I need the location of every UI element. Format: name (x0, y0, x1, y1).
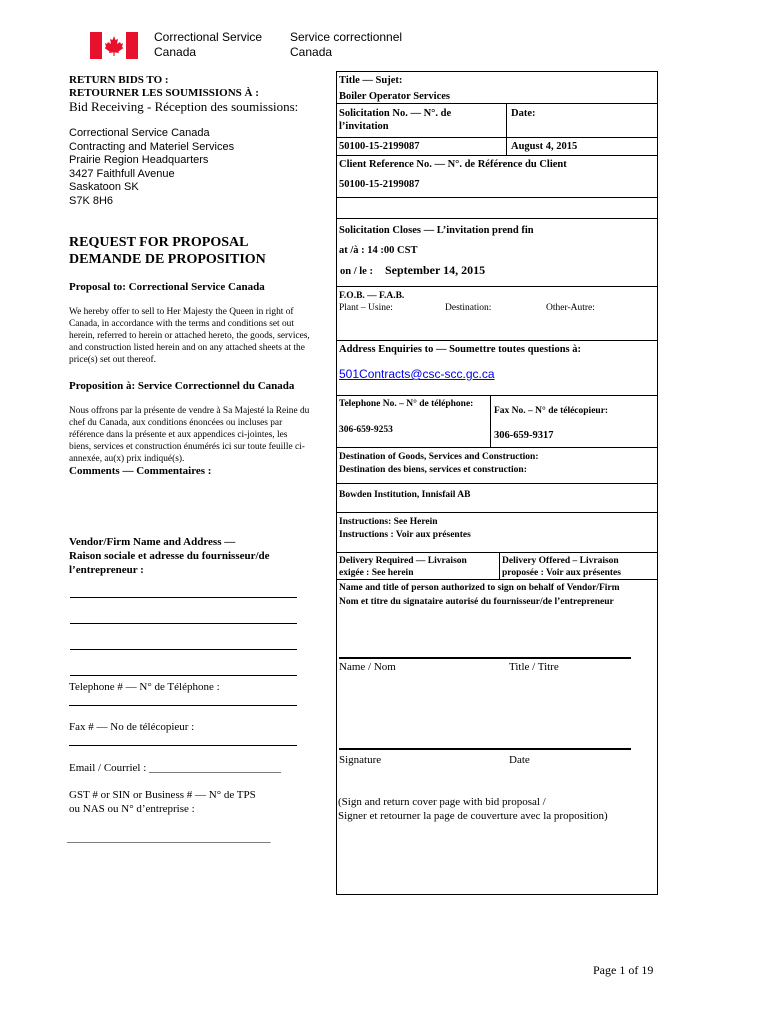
divider (336, 483, 658, 484)
name-title-field[interactable] (339, 657, 631, 659)
destination-value: Bowden Institution, Innisfail AB (339, 490, 471, 500)
divider (499, 552, 500, 579)
solicitation-label-line: Solicitation No. — N°. de (339, 108, 452, 119)
fax-no-label: Fax No. – N° de télécopieur: (494, 406, 609, 416)
department-name-fr (290, 30, 402, 60)
gst-label-line-2: ou NAS ou N° d’entreprise : (69, 803, 195, 815)
divider (336, 447, 658, 448)
divider (336, 137, 658, 138)
date-label-field: Date (509, 754, 530, 766)
department-name-en (154, 30, 262, 60)
proposal-heading-fr: Proposition à: Service Correctionnel du Canada (69, 380, 295, 392)
divider (336, 286, 658, 287)
fax-field[interactable] (69, 745, 297, 746)
client-reference-label: Client Reference No. — N°. de Référence du Client (339, 159, 567, 170)
instructions-line: Instructions : Voir aux présentes (339, 530, 471, 540)
enquiries-label: Address Enquiries to — Soumettre toutes questions à: (339, 344, 582, 355)
proposal-text-en: We hereby offer to sell to Her Majesty the Queen in right of Canada, in accordance with the terms and conditions set out herein, referred to herein or attached hereto, the goods, services, and construction listed herein and on any attached sheets at the price(s) set out thereof. (69, 307, 310, 365)
divider (336, 395, 658, 396)
fob-label: F.O.B. — F.A.B. (339, 291, 405, 301)
telephone-label: Telephone # — N° de Téléphone : (69, 681, 220, 693)
name-label: Name / Nom (339, 661, 396, 673)
gst-label-line-1: GST # or SIN or Business # — N° de TPS (69, 789, 256, 801)
divider (336, 218, 658, 219)
proposal-heading-en: Proposal to: Correctional Service Canada (69, 281, 265, 293)
fob-other: Other-Autre: (546, 303, 595, 313)
address-line: Saskatoon SK (69, 181, 139, 193)
return-address (69, 127, 234, 208)
vendor-label (69, 535, 270, 577)
divider (336, 197, 658, 198)
email-field[interactable]: Email / Courriel : ________________________ (69, 762, 282, 774)
divider (506, 103, 507, 155)
divider (336, 340, 658, 341)
divider (336, 155, 658, 156)
department-line: Canada (154, 45, 197, 59)
title-label-field: Title / Titre (509, 661, 559, 673)
delivery-required (339, 555, 467, 579)
address-line: Prairie Region Headquarters (69, 154, 209, 166)
fax-no-value: 306-659-9317 (494, 430, 554, 441)
return-bids-fr: RETOURNER LES SOUMISSIONS À : (69, 87, 259, 99)
title-label: Title — Sujet: (339, 75, 403, 86)
date-value: August 4, 2015 (511, 141, 578, 152)
authorized-label-line: Name and title of person authorized to sign on behalf of Vendor/Firm (339, 583, 620, 593)
closes-date: September 14, 2015 (385, 263, 486, 277)
telephone-no-label: Telephone No. – N° de téléphone: (339, 399, 474, 409)
divider (336, 103, 658, 104)
fob-plant: Plant – Usine: (339, 303, 393, 313)
return-bids-heading (69, 74, 259, 100)
vendor-field-line-3[interactable] (70, 649, 297, 650)
enquiries-email-link[interactable]: 501Contracts@csc-scc.gc.ca (339, 367, 495, 381)
closes-label: Solicitation Closes — L’invitation prend fin (339, 225, 534, 236)
vendor-field-line-4[interactable] (70, 675, 297, 676)
authorized-signatory-label (339, 581, 620, 609)
closes-time: at /à : 14 :00 CST (339, 245, 418, 256)
date-label: Date: (511, 108, 536, 119)
divider (490, 395, 491, 447)
gst-field[interactable]: _____________________________________ (67, 832, 271, 844)
vendor-field-line-2[interactable] (70, 623, 297, 624)
vendor-field-line-1[interactable] (70, 597, 297, 598)
destination-label-line: Destination of Goods, Services and Construction: (339, 452, 539, 462)
divider (336, 579, 658, 580)
proposal-text-fr: Nous offrons par la présente de vendre à Sa Majesté la Reine du chef du Canada, aux conditions énoncées ou incluses par référence dans la présente et aux appendices ci-jointes, les biens, services et construction énumérés ici sur toute feuille ci-annexée, au(x) prix indiqué(s). (69, 406, 310, 464)
instructions-line: Instructions: See Herein (339, 517, 438, 527)
destination-label-line: Destination des biens, services et construction: (339, 465, 527, 475)
delivery-required-line: Delivery Required — Livraison (339, 556, 467, 566)
fax-label: Fax # — No de télécopieur : (69, 721, 195, 733)
return-bids-en: RETURN BIDS TO : (69, 74, 169, 86)
address-line: Contracting and Materiel Services (69, 140, 235, 153)
vendor-label-line: Vendor/Firm Name and Address — (69, 536, 236, 548)
department-line: Correctional Service (154, 30, 263, 44)
page-number: Page 1 of 19 (593, 963, 654, 977)
delivery-offered (502, 555, 621, 579)
sign-return-line: (Sign and return cover page with bid proposal / (338, 796, 546, 808)
department-line: Canada (290, 45, 333, 59)
delivery-offered-line: proposée : Voir aux présentes (502, 568, 621, 578)
address-line: Correctional Service Canada (69, 127, 210, 139)
solicitation-label-line: l’invitation (339, 121, 389, 132)
destination-label (339, 451, 539, 477)
instructions (339, 516, 471, 542)
bid-receiving: Bid Receiving - Réception des soumissions: (69, 99, 299, 114)
department-line: Service correctionnel (290, 30, 403, 44)
title-fr: DEMANDE DE PROPOSITION (69, 252, 266, 267)
sign-return-line: Signer et retourner la page de couverture avec la proposition) (338, 810, 608, 822)
solicitation-label (339, 107, 451, 133)
title-en: REQUEST FOR PROPOSAL (69, 235, 249, 250)
closes-on-label: on / le : (340, 266, 373, 277)
sign-return-note (338, 795, 608, 823)
vendor-label-line: Raison sociale et adresse du fournisseur/de (69, 550, 270, 562)
title-value: Boiler Operator Services (339, 91, 450, 102)
document-title (69, 234, 266, 268)
telephone-field[interactable] (69, 705, 297, 706)
solicitation-number: 50100-15-2199087 (339, 141, 420, 152)
signature-date-field[interactable] (339, 748, 631, 750)
telephone-no-value: 306-659-9253 (339, 425, 393, 435)
vendor-label-line: l’entrepreneur : (69, 564, 144, 576)
authorized-label-line: Nom et titre du signataire autorisé du fournisseur/de l’entrepreneur (339, 597, 614, 607)
divider (336, 552, 658, 553)
fob-destination: Destination: (445, 303, 492, 313)
delivery-offered-line: Delivery Offered – Livraison (502, 556, 619, 566)
divider (336, 512, 658, 513)
canada-flag-icon (90, 32, 138, 59)
signature-label: Signature (339, 754, 382, 766)
address-line: S7K 8H6 (69, 194, 114, 207)
comments-label: Comments — Commentaires : (69, 465, 212, 477)
delivery-required-line: exigée : See herein (339, 568, 414, 578)
client-reference-value: 50100-15-2199087 (339, 179, 420, 190)
address-line: 3427 Faithfull Avenue (69, 167, 175, 180)
